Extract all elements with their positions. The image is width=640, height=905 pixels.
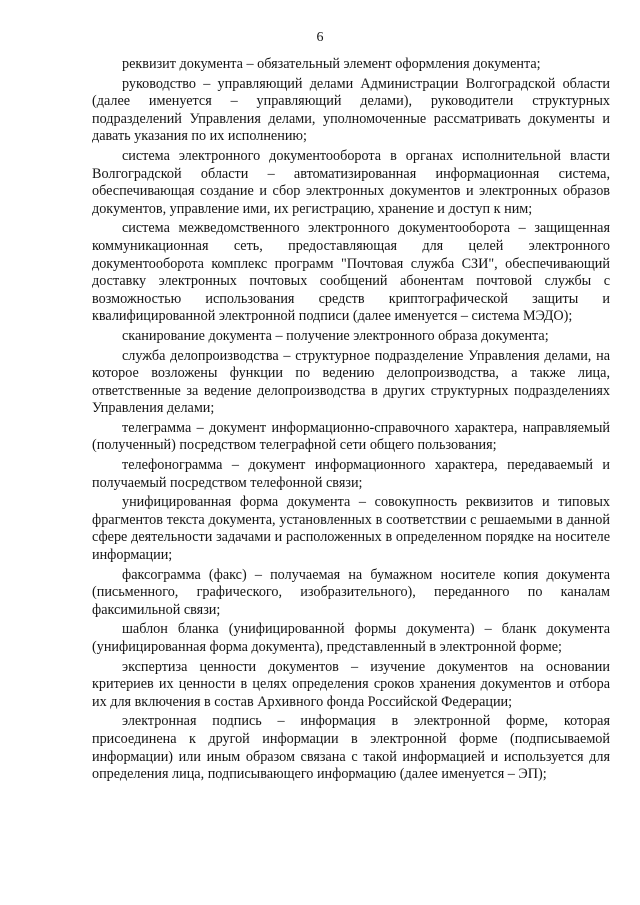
definition-paragraph-unified-form: унифицированная форма документа – совокупность реквизитов и типовых фрагментов текста документа, установленных в соответствии с решаемыми в данной сфере деятельности задачами и расположенных в определенном порядке на носителе информации; bbox=[92, 494, 610, 564]
definition-paragraph-template: шаблон бланка (унифицированной формы документа) – бланк документа (унифицированная форма документа), представленный в электронной форме; bbox=[92, 621, 610, 655]
definition-paragraph-scanning: сканирование документа – получение электронного образа документа; bbox=[122, 327, 549, 344]
definition-paragraph-expertise: экспертиза ценности документов – изучение документов на основании критериев их ценности в целях определения сроков хранения документов и отбора их для включения в состав Архивного фонда Российской Федерации; bbox=[92, 658, 610, 710]
definition-paragraph-telegram: телеграмма – документ информационно-справочного характера, направляемый (полученный) посредством телеграфной сети общего пользования; bbox=[92, 419, 610, 454]
page-number: 6 bbox=[316, 30, 324, 45]
definition-paragraph-rekvizit: реквизит документа – обязательный элемент оформления документа; bbox=[122, 56, 541, 72]
definition-paragraph-rukovodstvo: руководство – управляющий делами Администрации Волгоградской области (далее именуется – управляющий делами), руководители структурных подразделений Управления делами, уполномоченные рассматривать документы и давать указания по их исполнению; bbox=[92, 75, 610, 145]
definition-paragraph-fax: факсограмма (факс) – получаемая на бумажном носителе копия документа (письменного, графического, изобразительного), переданного по каналам факсимильной связи; bbox=[92, 566, 610, 618]
definition-paragraph-medo: система межведомственного электронного документооборота – защищенная коммуникационная сеть, предоставляющая для целей электронного документооборота комплекс программ "Почтовая служба СЗИ", обеспечивающий доставку электронных почтовых сообщений абонентам почтовой службы с возможностью использования средств криптографической защиты и квалифицированной электронной подписи (далее именуется – система МЭДО); bbox=[92, 220, 610, 325]
definition-paragraph-e-signature: электронная подпись – информация в электронной форме, которая присоединена к другой информации в электронной форме (подписываемой информации) или иным образом связана с такой информацией и используется для определения лица, подписывающего информацию (далее именуется – ЭП); bbox=[92, 713, 610, 783]
document-body bbox=[92, 56, 610, 786]
definition-paragraph-telephonogram: телефонограмма – документ информационного характера, передаваемый и получаемый посредством телефонной связи; bbox=[92, 457, 610, 491]
definition-paragraph-office-service: служба делопроизводства – структурное подразделение Управления делами, на которое возложены функции по ведению делопроизводства, а также лица, ответственные за ведение делопроизводства в других структурных подразделениях Управления делами; bbox=[92, 347, 610, 417]
definition-paragraph-sed: система электронного документооборота в органах исполнительной власти Волгоградской области – автоматизированная информационная система, обеспечивающая создание и сбор электронных документов и электронных образов документов, управление ими, их регистрацию, хранение и доступ к ним; bbox=[92, 147, 610, 217]
